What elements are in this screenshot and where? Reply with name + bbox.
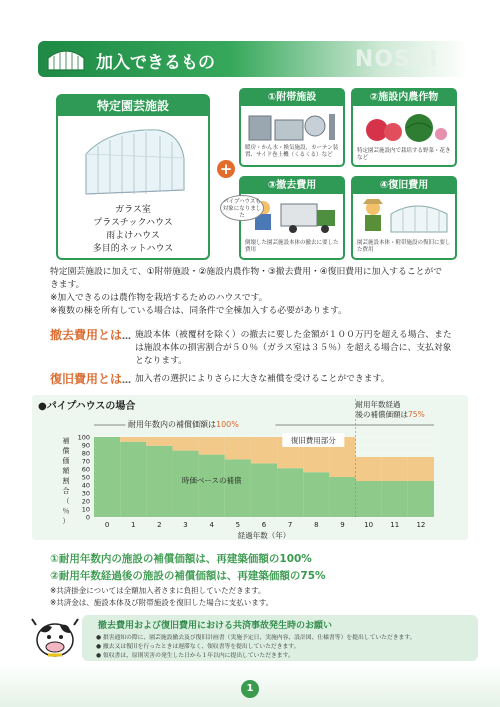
y-axis-label-char: 合 bbox=[62, 487, 70, 495]
x-tick-label: 0 bbox=[104, 521, 110, 529]
definition-label bbox=[50, 326, 131, 343]
bar-base bbox=[356, 481, 382, 517]
page-number: 1 bbox=[241, 680, 259, 698]
category-title: ③撤去費用 bbox=[241, 178, 343, 194]
category-restoration-cost bbox=[351, 176, 457, 260]
note-text: ※複数の棟を所有している場合は、同条件で全棟加入する必要があります。 bbox=[50, 306, 347, 316]
bar-restoration bbox=[199, 437, 225, 455]
bar-restoration bbox=[408, 457, 434, 481]
x-tick-label: 9 bbox=[340, 521, 345, 529]
facility-type-item: 多目的ネットハウス bbox=[92, 244, 174, 254]
section-title: 加入できるもの bbox=[96, 53, 215, 73]
x-tick-label: 4 bbox=[209, 521, 214, 529]
x-tick-label: 5 bbox=[235, 521, 241, 529]
main-facility-title: 特定園芸施設 bbox=[58, 96, 208, 116]
note-text: ※加入できるのは農作物を栽培するためのハウスです。 bbox=[50, 293, 268, 303]
y-axis-label-char: ） bbox=[62, 517, 70, 525]
bar-base bbox=[329, 477, 355, 517]
cow-mascot-icon bbox=[30, 613, 80, 663]
category-title: ④復旧費用 bbox=[353, 178, 455, 194]
category-desc: 園芸施設本体・附帯施設の復旧に要した費用 bbox=[357, 240, 451, 253]
y-axis-label-char: 額 bbox=[62, 467, 70, 475]
facility-type-item: プラスチックハウス bbox=[93, 218, 173, 228]
bar-restoration bbox=[146, 437, 172, 446]
x-axis-label: 経過年数（年） bbox=[237, 531, 291, 540]
series-label: 復旧費用部分 bbox=[290, 436, 336, 445]
chart-note: ※共済金は、施設本体及び附帯施設を復旧した場合に支払います。 bbox=[50, 598, 274, 607]
section-header bbox=[38, 41, 468, 77]
annotation-text: 耐用年数内の補償価額は100% bbox=[128, 420, 239, 429]
definition-term: 撤去費用とは bbox=[50, 328, 123, 342]
definition-text: 加入者の選択によりさらに大きな補償を受けることができます。 bbox=[135, 374, 390, 384]
bar-restoration bbox=[356, 457, 382, 481]
speech-bubble: パイプハウスも対象になりました bbox=[220, 195, 264, 221]
vegetables-icon bbox=[357, 108, 451, 144]
y-tick-label: 70 bbox=[81, 457, 90, 466]
bar-restoration bbox=[172, 437, 198, 451]
y-tick-label: 90 bbox=[81, 441, 90, 450]
category-desc: 暖房・かん水・換気施設、カーテン装置、サイド巻上機（くるくる）など bbox=[245, 145, 339, 158]
intro-text: 特定園芸施設に加えて、①附帯施設・②施設内農作物・③撤去費用・④復旧費用に加入することができます。 bbox=[50, 267, 443, 290]
category-attached-facility bbox=[239, 88, 345, 167]
y-axis-label-char: ％ bbox=[62, 507, 70, 515]
category-title: ①附帯施設 bbox=[241, 90, 343, 106]
x-tick-label: 3 bbox=[183, 521, 188, 529]
definition-label bbox=[50, 370, 131, 387]
x-tick-label: 1 bbox=[130, 521, 136, 529]
y-tick-label: 40 bbox=[81, 481, 90, 490]
category-title: ②施設内農作物 bbox=[353, 90, 455, 106]
notice-item: ● 撤去又は復旧を行ったときは遅滞なく、領収書等を提出していただきます。 bbox=[96, 644, 300, 650]
bar-restoration bbox=[382, 457, 408, 481]
chart-note: ※共済掛金については全額加入者さまに負担していただきます。 bbox=[50, 586, 266, 595]
facility-type-item: 雨よけハウス bbox=[106, 231, 160, 241]
category-crops bbox=[351, 88, 457, 167]
series-label: 時価ベースの補償 bbox=[181, 476, 242, 485]
y-tick-label: 0 bbox=[85, 513, 90, 522]
y-axis-label-char: 償 bbox=[62, 447, 70, 455]
y-axis-label-char: 価 bbox=[62, 457, 70, 465]
y-tick-label: 60 bbox=[81, 465, 90, 474]
annotation-text: 後の補償価額は75% bbox=[355, 410, 425, 419]
compensation-chart bbox=[30, 395, 470, 543]
x-tick-label: 10 bbox=[364, 521, 374, 529]
y-tick-label: 50 bbox=[81, 473, 90, 482]
y-axis-label-char: 割 bbox=[62, 477, 70, 485]
bar-base bbox=[408, 481, 434, 517]
x-tick-label: 11 bbox=[390, 521, 400, 529]
annotation-emphasis: 100% bbox=[216, 420, 239, 429]
annotation-emphasis: 75% bbox=[408, 410, 425, 419]
definition-dots: … bbox=[122, 332, 132, 342]
chart-title: ●パイプハウスの場合 bbox=[38, 401, 136, 412]
plastic-greenhouse-icon bbox=[80, 124, 190, 200]
definition-dots: … bbox=[122, 376, 132, 386]
bar-base bbox=[277, 468, 303, 517]
annotation-text: 耐用年数経過 bbox=[355, 400, 401, 409]
x-tick-label: 12 bbox=[416, 521, 426, 529]
bar-base bbox=[303, 472, 329, 517]
bar-base bbox=[146, 446, 172, 517]
y-tick-label: 20 bbox=[81, 497, 90, 506]
bar-restoration bbox=[120, 437, 146, 442]
y-tick-label: 30 bbox=[81, 489, 90, 498]
bar-base bbox=[382, 481, 408, 517]
main-facility-box bbox=[56, 94, 210, 260]
x-tick-label: 7 bbox=[287, 521, 293, 529]
y-axis-label-char: （ bbox=[62, 497, 70, 505]
bar-base bbox=[251, 463, 277, 517]
x-tick-label: 6 bbox=[261, 521, 267, 529]
bar-base bbox=[94, 437, 120, 517]
notice-item: ● 損害通知の際に、園芸施設撤去及び復旧計画書（実施予定日、実施内容、設計図、仕様書等）を提出していただきます。 bbox=[96, 635, 416, 641]
category-desc: 特定園芸施設内で栽培する野菜・花きなど bbox=[357, 148, 451, 161]
facility-type-list bbox=[58, 204, 208, 256]
facility-type-item: ガラス室 bbox=[115, 205, 151, 215]
plus-icon: + bbox=[217, 160, 235, 178]
bar-restoration bbox=[251, 437, 277, 463]
y-tick-label: 80 bbox=[81, 449, 90, 458]
watermark-logo: NOSAI bbox=[354, 47, 438, 72]
definition-text: 施設本体（被覆材を除く）の撤去に要した金額が１００万円を超える場合、または施設本体の損害割合が５０％（ガラス室は３５％）を超える場合に、支払対象となります。 bbox=[135, 330, 452, 366]
bar-base bbox=[225, 459, 251, 517]
farmer-greenhouse-icon bbox=[357, 196, 451, 236]
notice-item: ● 領収書は、原則災害の発生した日から１年以内に提出していただきます。 bbox=[96, 653, 294, 659]
y-tick-label: 10 bbox=[81, 505, 90, 514]
bar-base bbox=[199, 455, 225, 517]
equipment-icon bbox=[245, 108, 339, 144]
category-desc: 倒壊した園芸施設本体の撤去に要した費用 bbox=[245, 240, 339, 253]
x-tick-label: 2 bbox=[157, 521, 162, 529]
bar-restoration bbox=[225, 437, 251, 459]
y-axis-label-char: 補 bbox=[62, 437, 70, 445]
definition-term: 復旧費用とは bbox=[50, 372, 123, 386]
x-tick-label: 8 bbox=[314, 521, 319, 529]
conclusion-text: ②耐用年数経過後の施設の補償価額は、再建築価額の75% bbox=[50, 570, 326, 582]
y-tick-label: 100 bbox=[77, 433, 90, 442]
conclusion-text: ①耐用年数内の施設の補償価額は、再建築価額の100% bbox=[50, 553, 312, 565]
notice-title: 撤去費用および復旧費用における共済事故発生時のお願い bbox=[98, 621, 333, 631]
bar-base bbox=[120, 442, 146, 517]
greenhouse-icon bbox=[44, 46, 88, 72]
